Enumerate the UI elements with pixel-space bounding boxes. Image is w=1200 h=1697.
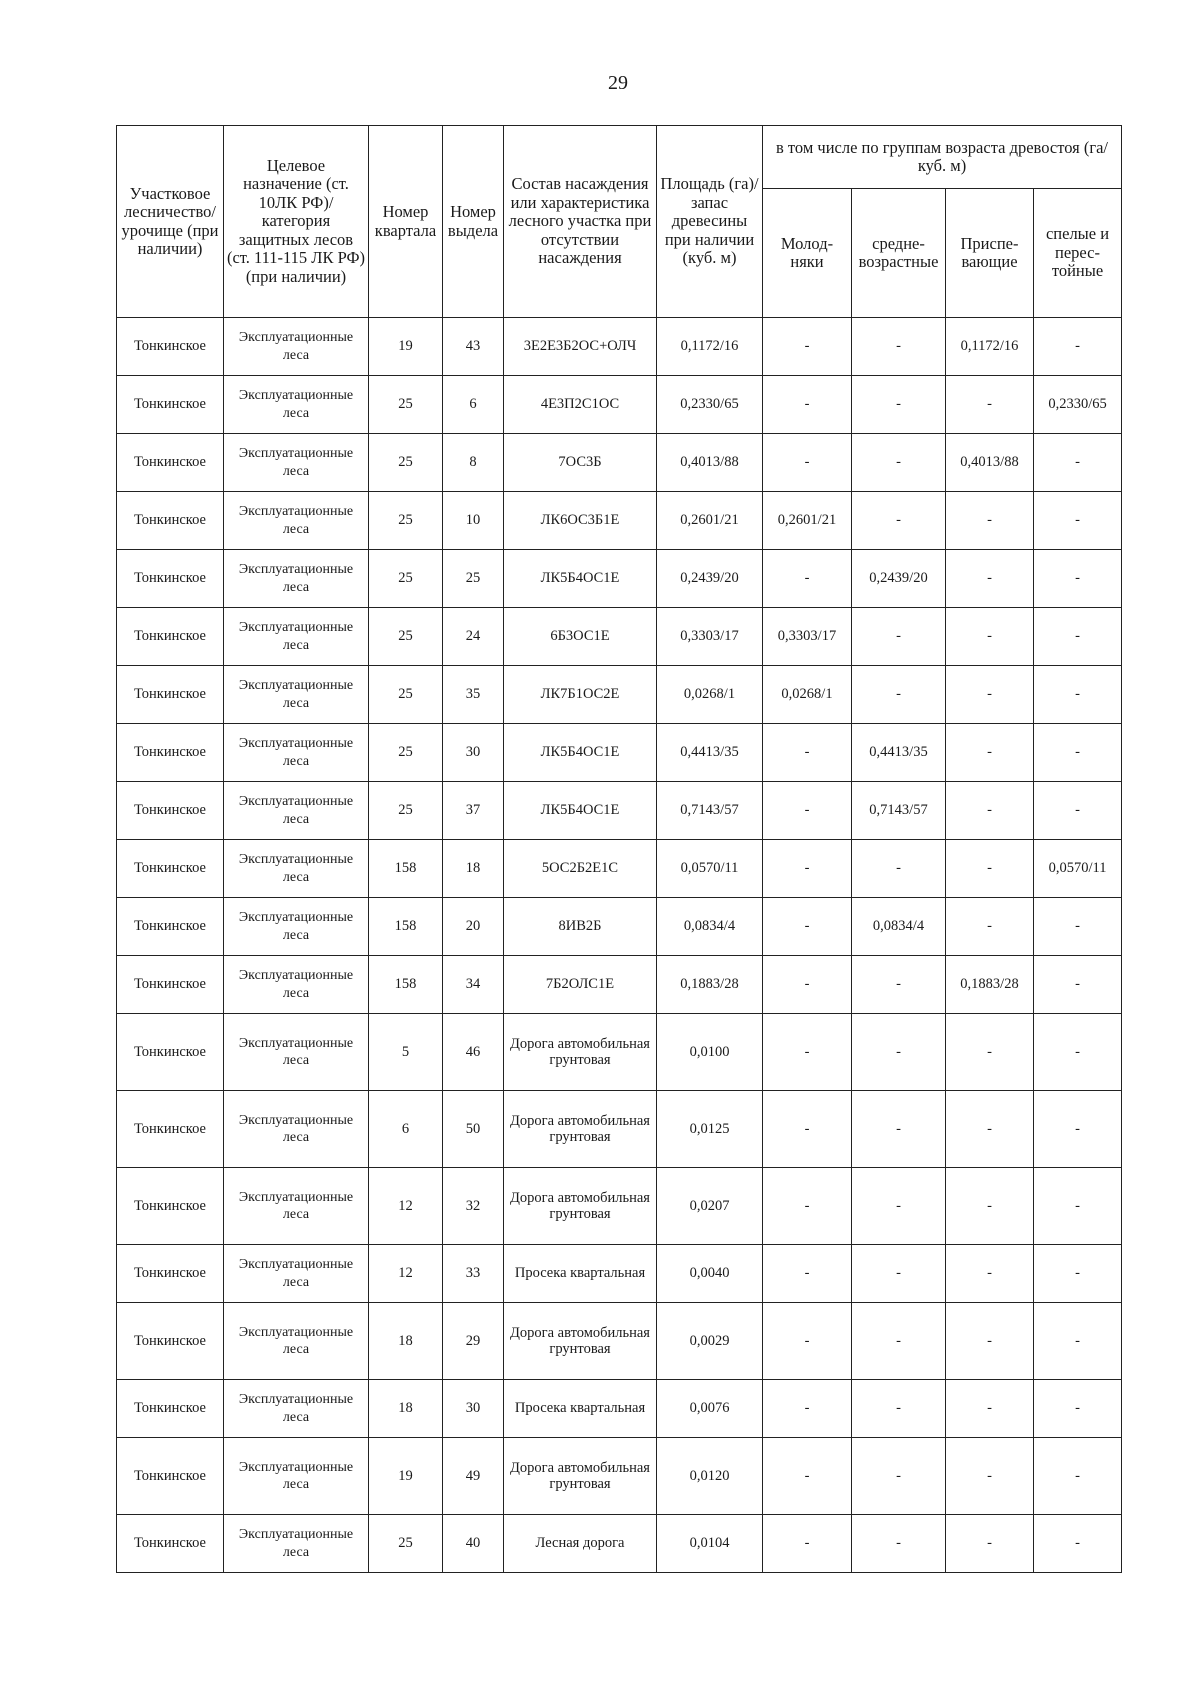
header-maturing: Приспе-вающие xyxy=(946,189,1034,318)
cell-quarter: 25 xyxy=(369,1515,443,1573)
header-young: Молод-няки xyxy=(763,189,852,318)
cell-plot: 35 xyxy=(443,666,504,724)
cell-purpose: Эксплуатационные леса xyxy=(224,1014,369,1091)
cell-young: - xyxy=(763,1515,852,1573)
cell-plot: 29 xyxy=(443,1303,504,1380)
cell-maturing: - xyxy=(946,1091,1034,1168)
table-row xyxy=(117,898,1122,956)
cell-quarter: 25 xyxy=(369,724,443,782)
cell-middle: - xyxy=(852,318,946,376)
cell-area: 0,0125 xyxy=(657,1091,763,1168)
cell-district: Тонкинское xyxy=(117,1515,224,1573)
cell-district: Тонкинское xyxy=(117,724,224,782)
cell-purpose: Эксплуатационные леса xyxy=(224,492,369,550)
cell-purpose: Эксплуатационные леса xyxy=(224,1168,369,1245)
cell-mature: - xyxy=(1034,608,1122,666)
cell-maturing: - xyxy=(946,1515,1034,1573)
cell-area: 0,0207 xyxy=(657,1168,763,1245)
cell-mature: - xyxy=(1034,1438,1122,1515)
header-plot: Номер выдела xyxy=(443,126,504,318)
cell-young: 0,2601/21 xyxy=(763,492,852,550)
cell-area: 0,0100 xyxy=(657,1014,763,1091)
cell-quarter: 12 xyxy=(369,1168,443,1245)
cell-purpose: Эксплуатационные леса xyxy=(224,1515,369,1573)
cell-area: 0,0268/1 xyxy=(657,666,763,724)
cell-area: 0,0040 xyxy=(657,1245,763,1303)
cell-maturing: - xyxy=(946,608,1034,666)
cell-maturing: - xyxy=(946,898,1034,956)
cell-district: Тонкинское xyxy=(117,1245,224,1303)
table-row xyxy=(117,956,1122,1014)
header-composition: Состав насаждения или характеристика лесного участка при отсутствии насаждения xyxy=(504,126,657,318)
cell-middle: - xyxy=(852,376,946,434)
table-row xyxy=(117,1438,1122,1515)
table-row xyxy=(117,434,1122,492)
cell-district: Тонкинское xyxy=(117,956,224,1014)
cell-middle: 0,2439/20 xyxy=(852,550,946,608)
cell-quarter: 6 xyxy=(369,1091,443,1168)
header-purpose: Целевое назначение (ст. 10ЛК РФ)/ категория защитных лесов (ст. 111-115 ЛК РФ) (при наличии) xyxy=(224,126,369,318)
cell-maturing: - xyxy=(946,492,1034,550)
table-row xyxy=(117,492,1122,550)
cell-purpose: Эксплуатационные леса xyxy=(224,434,369,492)
cell-purpose: Эксплуатационные леса xyxy=(224,1245,369,1303)
cell-quarter: 25 xyxy=(369,782,443,840)
cell-young: - xyxy=(763,1303,852,1380)
cell-maturing: - xyxy=(946,1014,1034,1091)
cell-purpose: Эксплуатационные леса xyxy=(224,1091,369,1168)
cell-middle: 0,0834/4 xyxy=(852,898,946,956)
cell-middle: - xyxy=(852,1438,946,1515)
table-row xyxy=(117,1303,1122,1380)
cell-purpose: Эксплуатационные леса xyxy=(224,318,369,376)
cell-district: Тонкинское xyxy=(117,608,224,666)
cell-composition: 8ИВ2Б xyxy=(504,898,657,956)
table-row xyxy=(117,1014,1122,1091)
cell-maturing: - xyxy=(946,782,1034,840)
cell-purpose: Эксплуатационные леса xyxy=(224,1380,369,1438)
cell-area: 0,0076 xyxy=(657,1380,763,1438)
cell-middle: - xyxy=(852,956,946,1014)
cell-maturing: - xyxy=(946,1438,1034,1515)
cell-young: - xyxy=(763,956,852,1014)
cell-composition: 7Б2ОЛС1Е xyxy=(504,956,657,1014)
cell-plot: 10 xyxy=(443,492,504,550)
header-mature: спелые и перес-тойные xyxy=(1034,189,1122,318)
cell-purpose: Эксплуатационные леса xyxy=(224,666,369,724)
cell-young: - xyxy=(763,724,852,782)
cell-plot: 46 xyxy=(443,1014,504,1091)
cell-plot: 8 xyxy=(443,434,504,492)
cell-young: - xyxy=(763,1091,852,1168)
cell-maturing: 0,1172/16 xyxy=(946,318,1034,376)
cell-quarter: 25 xyxy=(369,434,443,492)
cell-purpose: Эксплуатационные леса xyxy=(224,840,369,898)
cell-maturing: - xyxy=(946,550,1034,608)
table-header xyxy=(117,126,1122,318)
cell-district: Тонкинское xyxy=(117,782,224,840)
cell-quarter: 18 xyxy=(369,1303,443,1380)
cell-maturing: - xyxy=(946,1168,1034,1245)
cell-purpose: Эксплуатационные леса xyxy=(224,724,369,782)
cell-maturing: - xyxy=(946,840,1034,898)
cell-middle: 0,7143/57 xyxy=(852,782,946,840)
header-age-groups: в том числе по группам возраста древостоя (га/куб. м) xyxy=(763,126,1122,189)
cell-purpose: Эксплуатационные леса xyxy=(224,782,369,840)
cell-quarter: 25 xyxy=(369,550,443,608)
table-row xyxy=(117,1091,1122,1168)
cell-mature: - xyxy=(1034,956,1122,1014)
cell-maturing: - xyxy=(946,1303,1034,1380)
cell-district: Тонкинское xyxy=(117,492,224,550)
cell-quarter: 19 xyxy=(369,1438,443,1515)
cell-mature: - xyxy=(1034,1380,1122,1438)
cell-purpose: Эксплуатационные леса xyxy=(224,376,369,434)
cell-mature: - xyxy=(1034,550,1122,608)
cell-mature: - xyxy=(1034,666,1122,724)
cell-quarter: 25 xyxy=(369,492,443,550)
cell-district: Тонкинское xyxy=(117,1168,224,1245)
cell-composition: Дорога автомобильная грунтовая xyxy=(504,1303,657,1380)
cell-composition: ЛК7Б1ОС2Е xyxy=(504,666,657,724)
cell-plot: 25 xyxy=(443,550,504,608)
cell-middle: - xyxy=(852,1091,946,1168)
header-middle: средне-возрастные xyxy=(852,189,946,318)
cell-young: 0,0268/1 xyxy=(763,666,852,724)
cell-area: 0,1172/16 xyxy=(657,318,763,376)
cell-area: 0,0834/4 xyxy=(657,898,763,956)
cell-area: 0,0104 xyxy=(657,1515,763,1573)
cell-middle: - xyxy=(852,1515,946,1573)
cell-composition: Дорога автомобильная грунтовая xyxy=(504,1168,657,1245)
cell-maturing: - xyxy=(946,1245,1034,1303)
cell-quarter: 158 xyxy=(369,956,443,1014)
cell-district: Тонкинское xyxy=(117,1380,224,1438)
cell-area: 0,4413/35 xyxy=(657,724,763,782)
cell-middle: - xyxy=(852,1245,946,1303)
cell-plot: 40 xyxy=(443,1515,504,1573)
cell-composition: 6Б3ОС1Е xyxy=(504,608,657,666)
cell-district: Тонкинское xyxy=(117,434,224,492)
cell-young: - xyxy=(763,1438,852,1515)
cell-area: 0,2601/21 xyxy=(657,492,763,550)
cell-composition: 7ОС3Б xyxy=(504,434,657,492)
cell-plot: 30 xyxy=(443,1380,504,1438)
cell-area: 0,2439/20 xyxy=(657,550,763,608)
table-row xyxy=(117,608,1122,666)
cell-composition: Лесная дорога xyxy=(504,1515,657,1573)
cell-plot: 43 xyxy=(443,318,504,376)
cell-purpose: Эксплуатационные леса xyxy=(224,898,369,956)
table-row xyxy=(117,318,1122,376)
cell-young: - xyxy=(763,1380,852,1438)
cell-middle: - xyxy=(852,1168,946,1245)
table-row xyxy=(117,1515,1122,1573)
cell-mature: - xyxy=(1034,1515,1122,1573)
cell-plot: 6 xyxy=(443,376,504,434)
cell-composition: Просека квартальная xyxy=(504,1245,657,1303)
cell-district: Тонкинское xyxy=(117,550,224,608)
cell-quarter: 25 xyxy=(369,376,443,434)
cell-maturing: 0,4013/88 xyxy=(946,434,1034,492)
cell-middle: - xyxy=(852,1014,946,1091)
cell-mature: 0,0570/11 xyxy=(1034,840,1122,898)
header-area: Площадь (га)/ запас древесины при наличии (куб. м) xyxy=(657,126,763,318)
cell-composition: ЛК5Б4ОС1Е xyxy=(504,724,657,782)
cell-middle: - xyxy=(852,666,946,724)
page-number: 29 xyxy=(608,72,628,94)
cell-quarter: 25 xyxy=(369,666,443,724)
cell-young: - xyxy=(763,1168,852,1245)
cell-quarter: 12 xyxy=(369,1245,443,1303)
table-row xyxy=(117,782,1122,840)
cell-district: Тонкинское xyxy=(117,1014,224,1091)
table-row xyxy=(117,840,1122,898)
cell-area: 0,0570/11 xyxy=(657,840,763,898)
cell-quarter: 5 xyxy=(369,1014,443,1091)
cell-composition: Просека квартальная xyxy=(504,1380,657,1438)
cell-plot: 24 xyxy=(443,608,504,666)
header-quarter: Номер квартала xyxy=(369,126,443,318)
cell-plot: 37 xyxy=(443,782,504,840)
cell-district: Тонкинское xyxy=(117,1303,224,1380)
cell-middle: - xyxy=(852,1303,946,1380)
cell-district: Тонкинское xyxy=(117,840,224,898)
cell-composition: ЛК5Б4ОС1Е xyxy=(504,550,657,608)
cell-mature: - xyxy=(1034,492,1122,550)
cell-middle: - xyxy=(852,1380,946,1438)
cell-composition: 4Е3П2С1ОС xyxy=(504,376,657,434)
cell-quarter: 158 xyxy=(369,898,443,956)
cell-young: - xyxy=(763,1014,852,1091)
cell-composition: ЛК5Б4ОС1Е xyxy=(504,782,657,840)
cell-young: - xyxy=(763,782,852,840)
cell-purpose: Эксплуатационные леса xyxy=(224,1303,369,1380)
cell-young: - xyxy=(763,840,852,898)
cell-purpose: Эксплуатационные леса xyxy=(224,550,369,608)
cell-area: 0,1883/28 xyxy=(657,956,763,1014)
header-district: Участковое лесничество/ урочище (при наличии) xyxy=(117,126,224,318)
cell-maturing: - xyxy=(946,376,1034,434)
cell-quarter: 158 xyxy=(369,840,443,898)
cell-maturing: 0,1883/28 xyxy=(946,956,1034,1014)
cell-purpose: Эксплуатационные леса xyxy=(224,608,369,666)
cell-plot: 33 xyxy=(443,1245,504,1303)
cell-mature: - xyxy=(1034,434,1122,492)
cell-young: - xyxy=(763,550,852,608)
cell-composition: 5ОС2Б2Е1С xyxy=(504,840,657,898)
cell-district: Тонкинское xyxy=(117,898,224,956)
cell-middle: - xyxy=(852,492,946,550)
cell-young: - xyxy=(763,318,852,376)
cell-composition: Дорога автомобильная грунтовая xyxy=(504,1014,657,1091)
cell-young: - xyxy=(763,376,852,434)
cell-plot: 20 xyxy=(443,898,504,956)
cell-quarter: 18 xyxy=(369,1380,443,1438)
table-row xyxy=(117,724,1122,782)
cell-mature: - xyxy=(1034,724,1122,782)
cell-maturing: - xyxy=(946,1380,1034,1438)
cell-middle: - xyxy=(852,434,946,492)
cell-area: 0,4013/88 xyxy=(657,434,763,492)
cell-young: 0,3303/17 xyxy=(763,608,852,666)
cell-mature: 0,2330/65 xyxy=(1034,376,1122,434)
cell-mature: - xyxy=(1034,1014,1122,1091)
cell-young: - xyxy=(763,434,852,492)
cell-composition: Дорога автомобильная грунтовая xyxy=(504,1091,657,1168)
cell-area: 0,7143/57 xyxy=(657,782,763,840)
table-row xyxy=(117,376,1122,434)
cell-area: 0,0120 xyxy=(657,1438,763,1515)
cell-mature: - xyxy=(1034,1091,1122,1168)
cell-plot: 30 xyxy=(443,724,504,782)
cell-area: 0,3303/17 xyxy=(657,608,763,666)
cell-plot: 49 xyxy=(443,1438,504,1515)
table-row xyxy=(117,1168,1122,1245)
cell-mature: - xyxy=(1034,318,1122,376)
cell-maturing: - xyxy=(946,724,1034,782)
table-row xyxy=(117,1380,1122,1438)
cell-area: 0,0029 xyxy=(657,1303,763,1380)
cell-middle: 0,4413/35 xyxy=(852,724,946,782)
cell-plot: 32 xyxy=(443,1168,504,1245)
table-row xyxy=(117,666,1122,724)
cell-middle: - xyxy=(852,840,946,898)
cell-purpose: Эксплуатационные леса xyxy=(224,956,369,1014)
cell-mature: - xyxy=(1034,1303,1122,1380)
cell-mature: - xyxy=(1034,1168,1122,1245)
cell-district: Тонкинское xyxy=(117,318,224,376)
cell-plot: 50 xyxy=(443,1091,504,1168)
cell-composition: Дорога автомобильная грунтовая xyxy=(504,1438,657,1515)
cell-composition: ЛК6ОС3Б1Е xyxy=(504,492,657,550)
cell-quarter: 19 xyxy=(369,318,443,376)
table-row xyxy=(117,1245,1122,1303)
cell-young: - xyxy=(763,898,852,956)
table-row xyxy=(117,550,1122,608)
cell-composition: 3Е2Е3Б2ОС+ОЛЧ xyxy=(504,318,657,376)
cell-plot: 18 xyxy=(443,840,504,898)
cell-young: - xyxy=(763,1245,852,1303)
table-body xyxy=(117,318,1122,1573)
cell-mature: - xyxy=(1034,898,1122,956)
cell-district: Тонкинское xyxy=(117,1438,224,1515)
forest-plots-table xyxy=(116,125,1122,1573)
cell-district: Тонкинское xyxy=(117,666,224,724)
cell-district: Тонкинское xyxy=(117,376,224,434)
cell-area: 0,2330/65 xyxy=(657,376,763,434)
cell-quarter: 25 xyxy=(369,608,443,666)
cell-district: Тонкинское xyxy=(117,1091,224,1168)
cell-purpose: Эксплуатационные леса xyxy=(224,1438,369,1515)
cell-mature: - xyxy=(1034,1245,1122,1303)
cell-maturing: - xyxy=(946,666,1034,724)
cell-plot: 34 xyxy=(443,956,504,1014)
cell-middle: - xyxy=(852,608,946,666)
cell-mature: - xyxy=(1034,782,1122,840)
